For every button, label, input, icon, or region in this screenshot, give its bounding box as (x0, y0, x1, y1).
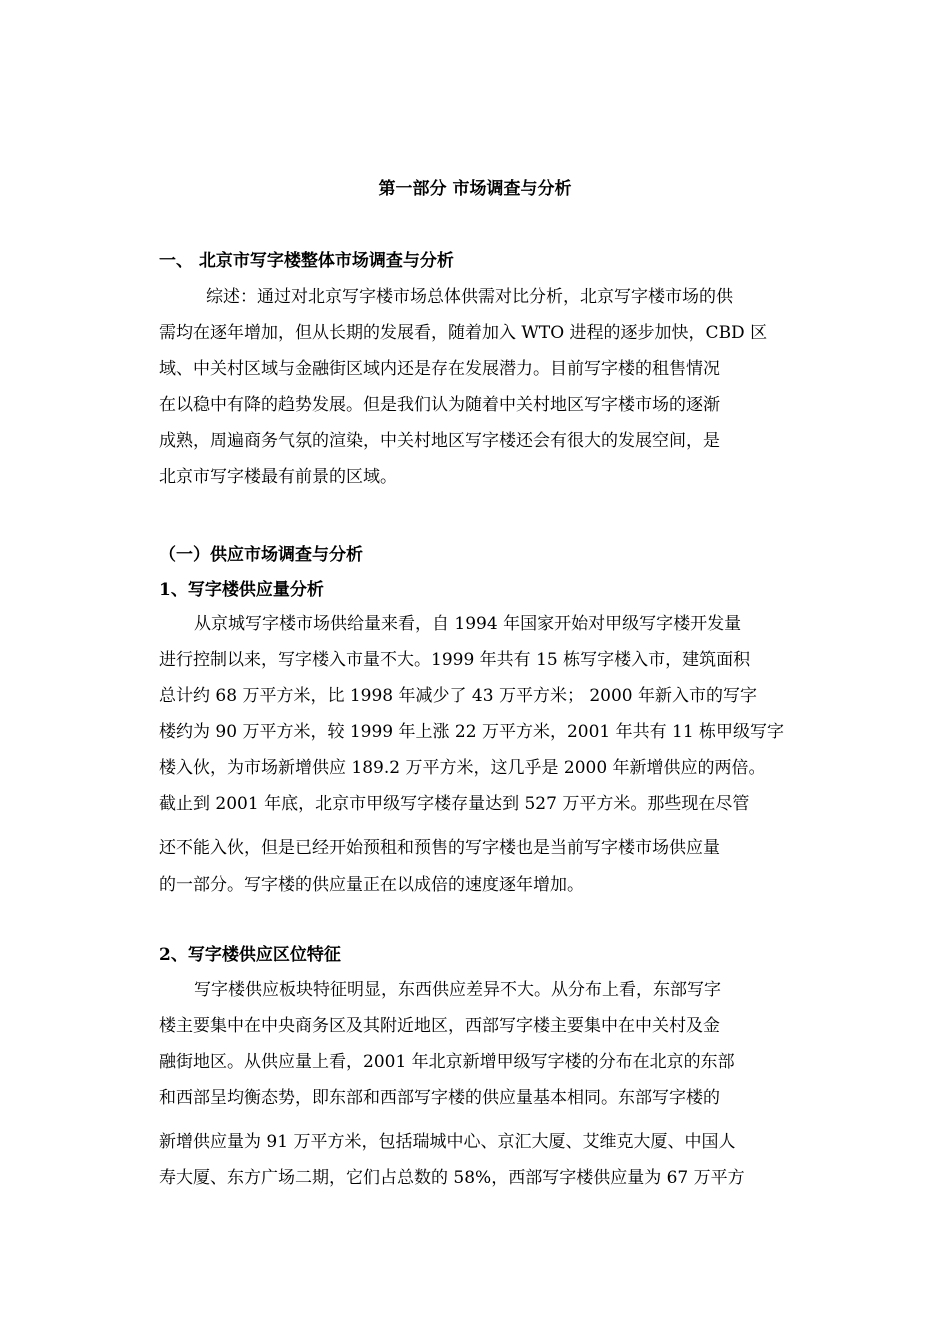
subsection-heading: （一）供应市场调查与分析 (159, 545, 363, 565)
summary-line: 综述：通过对北京写字楼市场总体供需对比分析，北京写字楼市场的供 (206, 287, 733, 307)
item-heading-1: 1、写字楼供应量分析 (159, 580, 324, 600)
paragraph-line: 融街地区。从供应量上看，2001 年北京新增甲级写字楼的分布在北京的东部 (159, 1052, 735, 1072)
paragraph-line: 从京城写字楼市场供给量来看，自 1994 年国家开始对甲级写字楼开发量 (194, 614, 742, 634)
item-heading-2: 2、写字楼供应区位特征 (159, 945, 341, 965)
paragraph-line: 楼入伙，为市场新增供应 189.2 万平方米，这几乎是 2000 年新增供应的两倍。 (159, 758, 766, 778)
paragraph-line: 楼主要集中在中央商务区及其附近地区，西部写字楼主要集中在中关村及金 (159, 1016, 720, 1036)
paragraph-line: 楼约为 90 万平方米，较 1999 年上涨 22 万平方米，2001 年共有 11 栋甲级写字 (159, 722, 785, 742)
paragraph-line: 的一部分。写字楼的供应量正在以成倍的速度逐年增加。 (159, 875, 584, 895)
section-heading-1: 一、 北京市写字楼整体市场调查与分析 (159, 251, 454, 271)
paragraph-line: 还不能入伙，但是已经开始预租和预售的写字楼也是当前写字楼市场供应量 (159, 838, 720, 858)
summary-line: 北京市写字楼最有前景的区域。 (159, 467, 397, 487)
paragraph-line: 总计约 68 万平方米，比 1998 年减少了 43 万平方米； 2000 年新入市的写字 (159, 686, 758, 706)
paragraph-line: 截止到 2001 年底，北京市甲级写字楼存量达到 527 万平方米。那些现在尽管 (159, 794, 750, 814)
paragraph-line: 进行控制以来，写字楼入市量不大。1999 年共有 15 栋写字楼入市，建筑面积 (159, 650, 751, 670)
summary-line: 成熟，周遍商务气氛的渲染，中关村地区写字楼还会有很大的发展空间，是 (159, 431, 720, 451)
summary-line: 在以稳中有降的趋势发展。但是我们认为随着中关村地区写字楼市场的逐渐 (159, 395, 720, 415)
paragraph-line: 写字楼供应板块特征明显，东西供应差异不大。从分布上看，东部写字 (194, 980, 721, 1000)
paragraph-line: 寿大厦、东方广场二期，它们占总数的 58%，西部写字楼供应量为 67 万平方 (159, 1168, 745, 1188)
summary-line: 域、中关村区域与金融街区域内还是存在发展潜力。目前写字楼的租售情况 (159, 359, 720, 379)
paragraph-line: 和西部呈均衡态势，即东部和西部写字楼的供应量基本相同。东部写字楼的 (159, 1088, 720, 1108)
document-title: 第一部分 市场调查与分析 (378, 179, 572, 199)
summary-line: 需均在逐年增加，但从长期的发展看，随着加入 WTO 进程的逐步加快，CBD 区 (159, 323, 768, 343)
paragraph-line: 新增供应量为 91 万平方米，包括瑞城中心、京汇大厦、艾维克大厦、中国人 (159, 1132, 736, 1152)
